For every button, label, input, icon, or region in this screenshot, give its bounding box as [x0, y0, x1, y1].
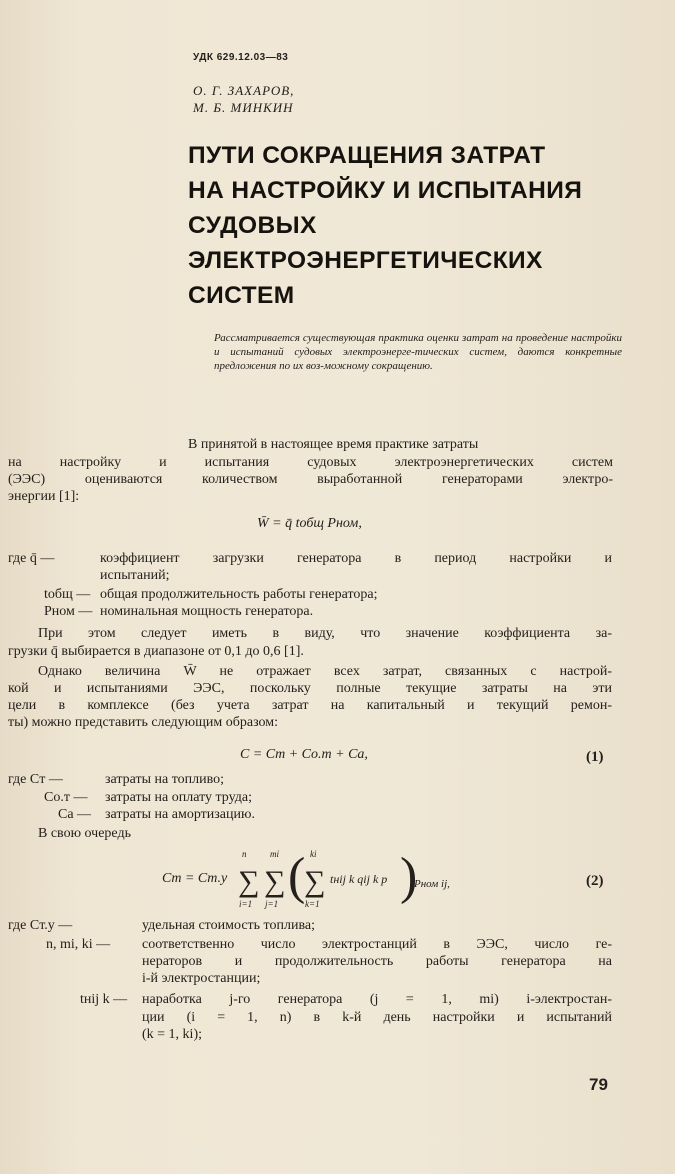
para-line: В свою очередь	[38, 826, 131, 841]
para-line: грузки q̄ выбирается в диапазоне от 0,1 до 0,6 [1].	[8, 644, 304, 659]
def-text: i-й электростанции;	[142, 971, 261, 986]
def-text: (k = 1, ki);	[142, 1027, 202, 1042]
sum-lower-limit: i=1	[239, 899, 253, 909]
sum-sign: ∑	[238, 865, 260, 898]
title-line: ПУТИ СОКРАЩЕНИЯ ЗАТРАТ	[188, 142, 546, 169]
def-symbol: n, mi, ki —	[46, 937, 111, 952]
formula-w: W̄ = q̄ tобщ Pном,	[257, 516, 362, 531]
def-text: затраты на амортизацию.	[105, 807, 255, 822]
paren-right: )	[400, 848, 418, 905]
para-line: кой и испытаниями ЭЭС, поскольку полные текущие затраты на эти	[8, 681, 612, 696]
title-line: ЭЛЕКТРОЭНЕРГЕТИЧЕСКИХ	[188, 247, 543, 274]
para-line: Однако величина W̄ не отражает всех затрат, связанных с настрой-	[38, 664, 612, 679]
intro-line: на настройку и испытания судовых электроэнергетических систем	[8, 455, 613, 470]
def-text: общая продолжительность работы генератора;	[100, 587, 378, 602]
def-text: коэффициент загрузки генератора в период настройки и	[100, 551, 612, 566]
def-text: соответственно число электростанций в ЭЭС, число ге-	[142, 937, 612, 952]
sum-lower-limit: k=1	[305, 899, 320, 909]
intro-line: (ЭЭС) оцениваются количеством выработанной генераторами электро-	[8, 472, 613, 487]
formula-tail: Pном ij,	[414, 878, 450, 890]
sum-sign: ∑	[304, 865, 326, 898]
abstract: Рассматривается существующая практика оценки затрат на проведение настройки и испытаний судовых электроэнерге-тических систем, даются конкретные предложения по их воз-можному сокращению.	[214, 332, 622, 372]
formula-fuel-cost	[160, 843, 500, 913]
formula-lhs: Cт = Cт.у	[162, 871, 228, 886]
def-text: затраты на топливо;	[105, 772, 225, 787]
para-line: При этом следует иметь в виду, что значение коэффициента за-	[38, 626, 612, 641]
para-line: ты) можно представить следующим образом:	[8, 715, 279, 730]
title-line: СУДОВЫХ	[188, 212, 317, 239]
article-title	[188, 138, 608, 313]
def-symbol: tобщ —	[44, 587, 91, 602]
sum-body: tнij k qij k p	[330, 872, 388, 886]
def-symbol: где Cт —	[8, 772, 63, 787]
def-text: затраты на оплату труда;	[105, 790, 252, 805]
def-text: ции (i = 1, n) в k-й день настройки и испытаний	[142, 1010, 612, 1025]
udk-code: УДК 629.12.03—83	[193, 52, 289, 63]
title-line: НА НАСТРОЙКУ И ИСПЫТАНИЯ	[188, 177, 583, 204]
equation-number: (2)	[586, 873, 604, 889]
def-text: нераторов и продолжительность работы генератора на	[142, 954, 612, 969]
sum-lower-limit: j=1	[265, 899, 279, 909]
def-text: номинальная мощность генератора.	[100, 604, 314, 619]
author-2: М. Б. МИНКИН	[193, 100, 294, 115]
def-symbol: где q̄ —	[8, 551, 55, 566]
def-text: испытаний;	[100, 568, 170, 583]
sum-sign: ∑	[264, 865, 286, 898]
intro-line: В принятой в настоящее время практике затраты	[188, 437, 479, 452]
intro-line: энергии [1]:	[8, 489, 80, 504]
sum-upper-limit: ki	[310, 849, 317, 859]
def-text: удельная стоимость топлива;	[142, 918, 315, 933]
paren-left: (	[288, 848, 306, 905]
def-symbol: Cа —	[58, 807, 92, 822]
def-symbol: Cо.т —	[44, 790, 88, 805]
def-symbol: Pном —	[44, 604, 93, 619]
equation-number: (1)	[586, 749, 604, 765]
para-line: цели в комплексе (без учета затрат на капитальный и текущий ремон-	[8, 698, 612, 713]
sum-upper-limit: mi	[270, 849, 279, 859]
title-line: СИСТЕМ	[188, 282, 295, 309]
page-number: 79	[589, 1075, 608, 1094]
def-symbol: где Cт.у —	[8, 918, 73, 933]
formula-c: C = Cт + Cо.т + Cа,	[240, 747, 368, 762]
def-text: наработка j-го генератора (j = 1, mi) i-электростан-	[142, 992, 612, 1007]
author-1: О. Г. ЗАХАРОВ,	[193, 83, 295, 98]
sum-upper-limit: n	[242, 849, 247, 859]
def-symbol: tнij k —	[80, 992, 128, 1007]
